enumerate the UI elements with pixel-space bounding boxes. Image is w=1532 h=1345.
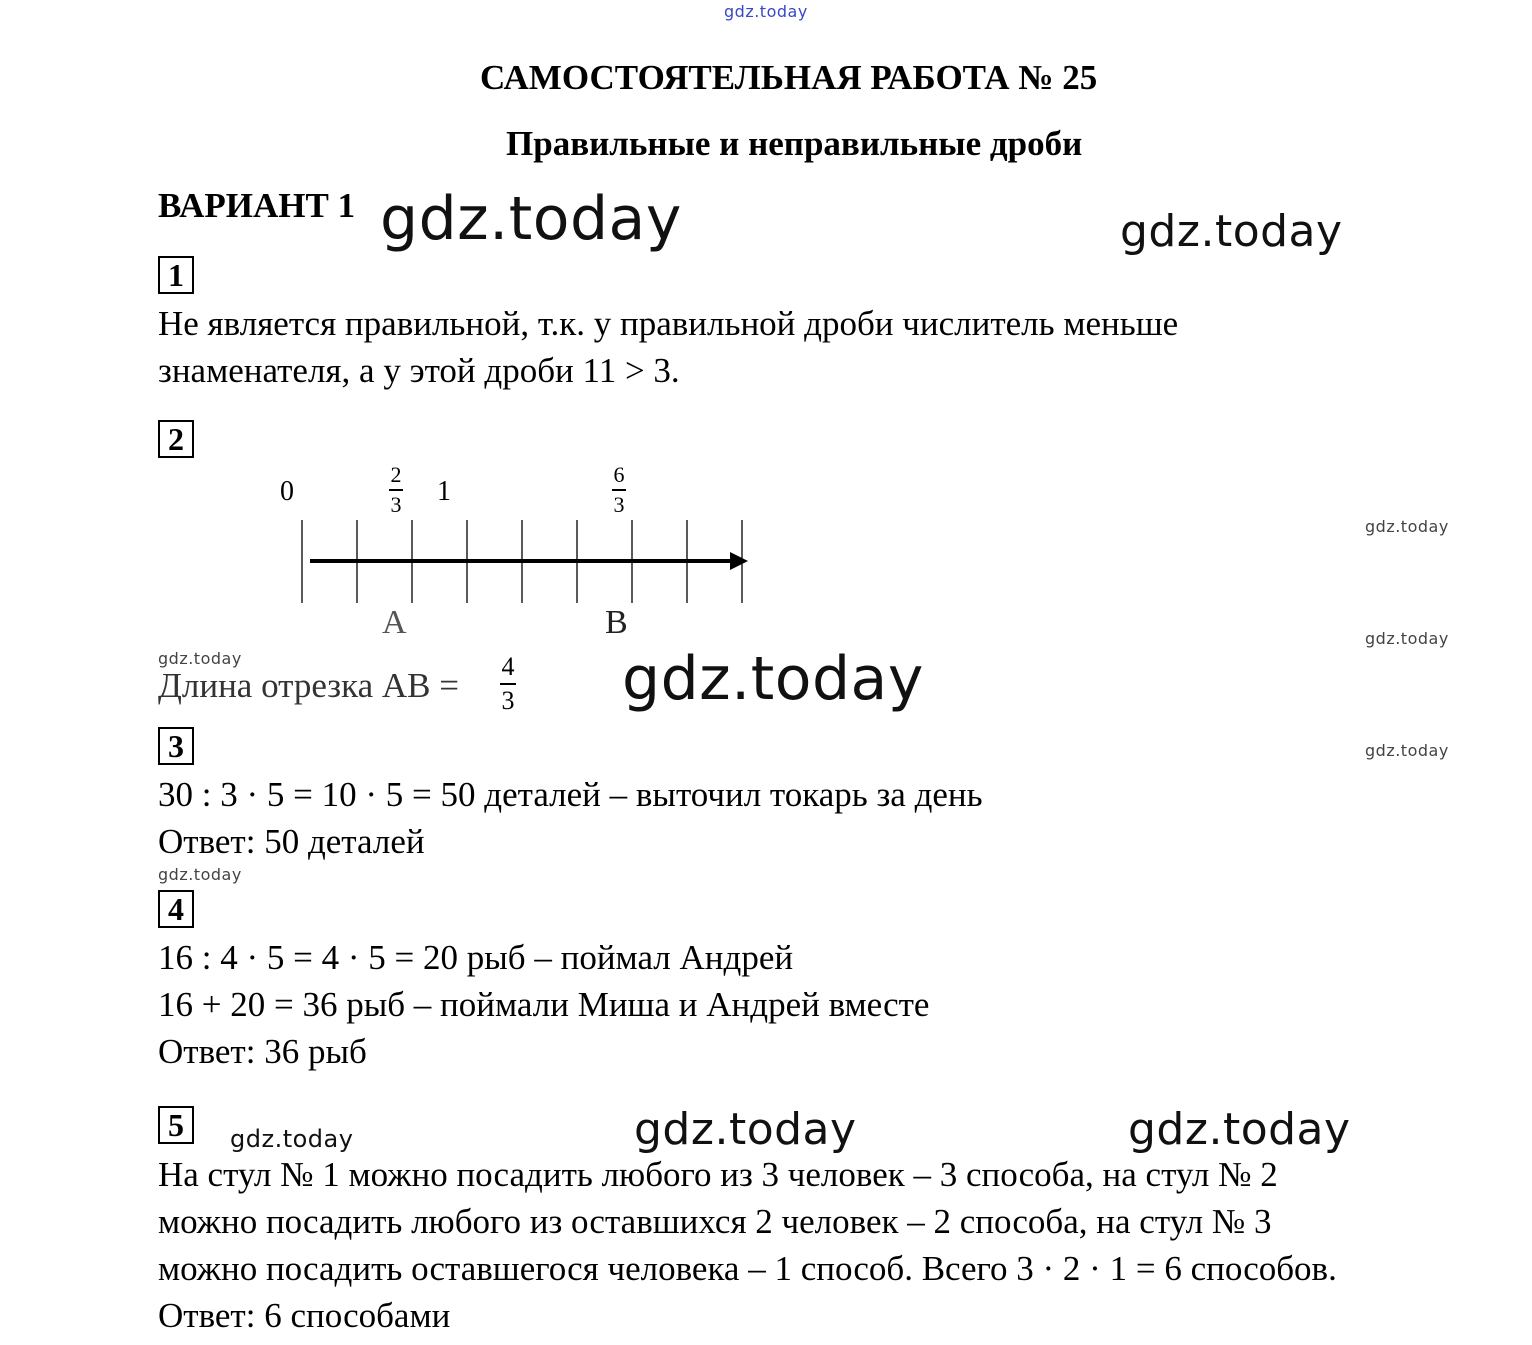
number-line-fraction-a — [389, 464, 403, 516]
page-subtitle: Правильные и неправильные дроби — [506, 124, 1083, 163]
watermark-10: gdz.today — [634, 1104, 857, 1155]
task-5-line-3: можно посадить оставшегося человека – 1 способ. Всего 3 · 2 · 1 = 6 способов. — [158, 1249, 1337, 1288]
number-line-fraction-b — [612, 464, 626, 516]
task-3-line-1: 30 : 3 · 5 = 10 · 5 = 50 деталей – выточил токарь за день — [158, 775, 983, 814]
watermark-1: gdz.today — [380, 184, 682, 254]
number-line — [290, 515, 760, 610]
point-a-label: A — [382, 604, 407, 641]
fraction-a-bar — [389, 489, 403, 491]
watermark-2: gdz.today — [1120, 206, 1343, 257]
task-3-line-2: Ответ: 50 деталей — [158, 822, 425, 861]
variant-label: ВАРИАНТ 1 — [158, 186, 356, 225]
task-5-line-4: Ответ: 6 способами — [158, 1296, 451, 1335]
task-2-number: 2 — [158, 420, 194, 458]
watermark-6: gdz.today — [158, 649, 242, 668]
segment-length-denominator: 3 — [501, 686, 515, 715]
watermark-8: gdz.today — [158, 865, 242, 884]
segment-length-fraction — [500, 654, 516, 714]
fraction-b-numerator: 6 — [613, 462, 625, 487]
task-5-number: 5 — [158, 1106, 194, 1144]
fraction-a-denominator: 3 — [390, 492, 402, 517]
fraction-b-bar — [612, 489, 626, 491]
fraction-b-denominator: 3 — [613, 492, 625, 517]
task-1-number: 1 — [158, 256, 194, 294]
task-4-number: 4 — [158, 890, 194, 928]
fraction-a-numerator: 2 — [390, 462, 402, 487]
number-line-label-zero: 0 — [280, 476, 294, 507]
page-title: САМОСТОЯТЕЛЬНАЯ РАБОТА № 25 — [480, 58, 1098, 97]
number-line-label-one: 1 — [437, 476, 451, 507]
segment-length-bar — [500, 683, 516, 685]
watermark-11: gdz.today — [1128, 1104, 1351, 1155]
task-1-line-1: Не является правильной, т.к. у правильной дроби числитель меньше — [158, 304, 1179, 343]
task-1-line-2: знаменателя, а у этой дроби 11 > 3. — [158, 351, 680, 390]
number-line-arrow — [730, 552, 748, 570]
watermark-5: gdz.today — [1365, 741, 1449, 760]
task-5-line-2: можно посадить любого из оставшихся 2 человек – 2 способа, на стул № 3 — [158, 1202, 1272, 1241]
task-5-line-1: На стул № 1 можно посадить любого из 3 человек – 3 способа, на стул № 2 — [158, 1155, 1278, 1194]
watermark-top: gdz.today — [724, 2, 808, 21]
segment-length-numerator: 4 — [501, 652, 515, 681]
point-b-label: B — [605, 604, 628, 641]
watermark-9: gdz.today — [230, 1125, 354, 1153]
task-3-number: 3 — [158, 727, 194, 765]
task-4-line-2: 16 + 20 = 36 рыб – поймали Миша и Андрей вместе — [158, 985, 930, 1024]
task-4-line-3: Ответ: 36 рыб — [158, 1032, 367, 1071]
task-4-line-1: 16 : 4 · 5 = 4 · 5 = 20 рыб – поймал Андрей — [158, 938, 794, 977]
watermark-3: gdz.today — [1365, 517, 1449, 536]
watermark-4: gdz.today — [1365, 629, 1449, 648]
watermark-7: gdz.today — [622, 644, 924, 714]
segment-length-text: Длина отрезка АВ = — [158, 666, 460, 705]
